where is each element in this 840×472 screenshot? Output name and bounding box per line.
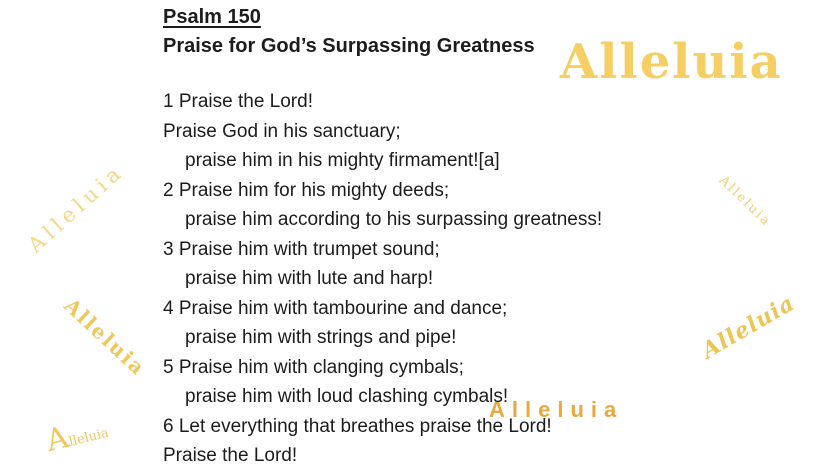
psalm-subtitle: Praise for God’s Surpassing Greatness	[163, 35, 535, 57]
document-header	[163, 6, 535, 58]
psalm-line: praise him with lute and harp!	[185, 268, 434, 289]
psalm-body	[163, 87, 602, 471]
psalm-line: 6 Let everything that breathes praise the Lord!	[163, 415, 552, 437]
psalm-line: praise him in his mighty firmament![a]	[185, 150, 500, 171]
psalm-line: praise him with loud clashing cymbals!	[185, 386, 509, 407]
psalm-line: Praise God in his sanctuary;	[163, 120, 401, 142]
psalm-line: 1 Praise the Lord!	[163, 91, 313, 112]
alleluia-wordart-left-lower: Alleluia	[59, 293, 151, 381]
alleluia-wordart-bottom-left: Alleluia	[42, 419, 111, 460]
psalm-line: Praise the Lord!	[163, 445, 298, 466]
psalm-line: 4 Praise him with tambourine and dance;	[163, 297, 508, 319]
alleluia-wordart-bottom-center: Alleluia	[489, 397, 624, 422]
psalm-line: 5 Praise him with clanging cymbals;	[163, 356, 464, 378]
alleluia-wordart-top-right: Alleluia	[560, 34, 783, 90]
psalm-line: praise him with strings and pipe!	[185, 327, 457, 348]
alleluia-wordart-right-middle: Alleluia	[697, 290, 800, 364]
psalm-line: 2 Praise him for his mighty deeds;	[163, 179, 450, 201]
alleluia-wordart-right-upper: Alleluia	[716, 173, 774, 230]
alleluia-wordart-left-upper: Alleluia	[23, 158, 129, 258]
psalm-title: Psalm 150	[163, 6, 261, 28]
psalm-line: 3 Praise him with trumpet sound;	[163, 238, 440, 260]
psalm-line: praise him according to his surpassing greatness!	[185, 209, 603, 230]
